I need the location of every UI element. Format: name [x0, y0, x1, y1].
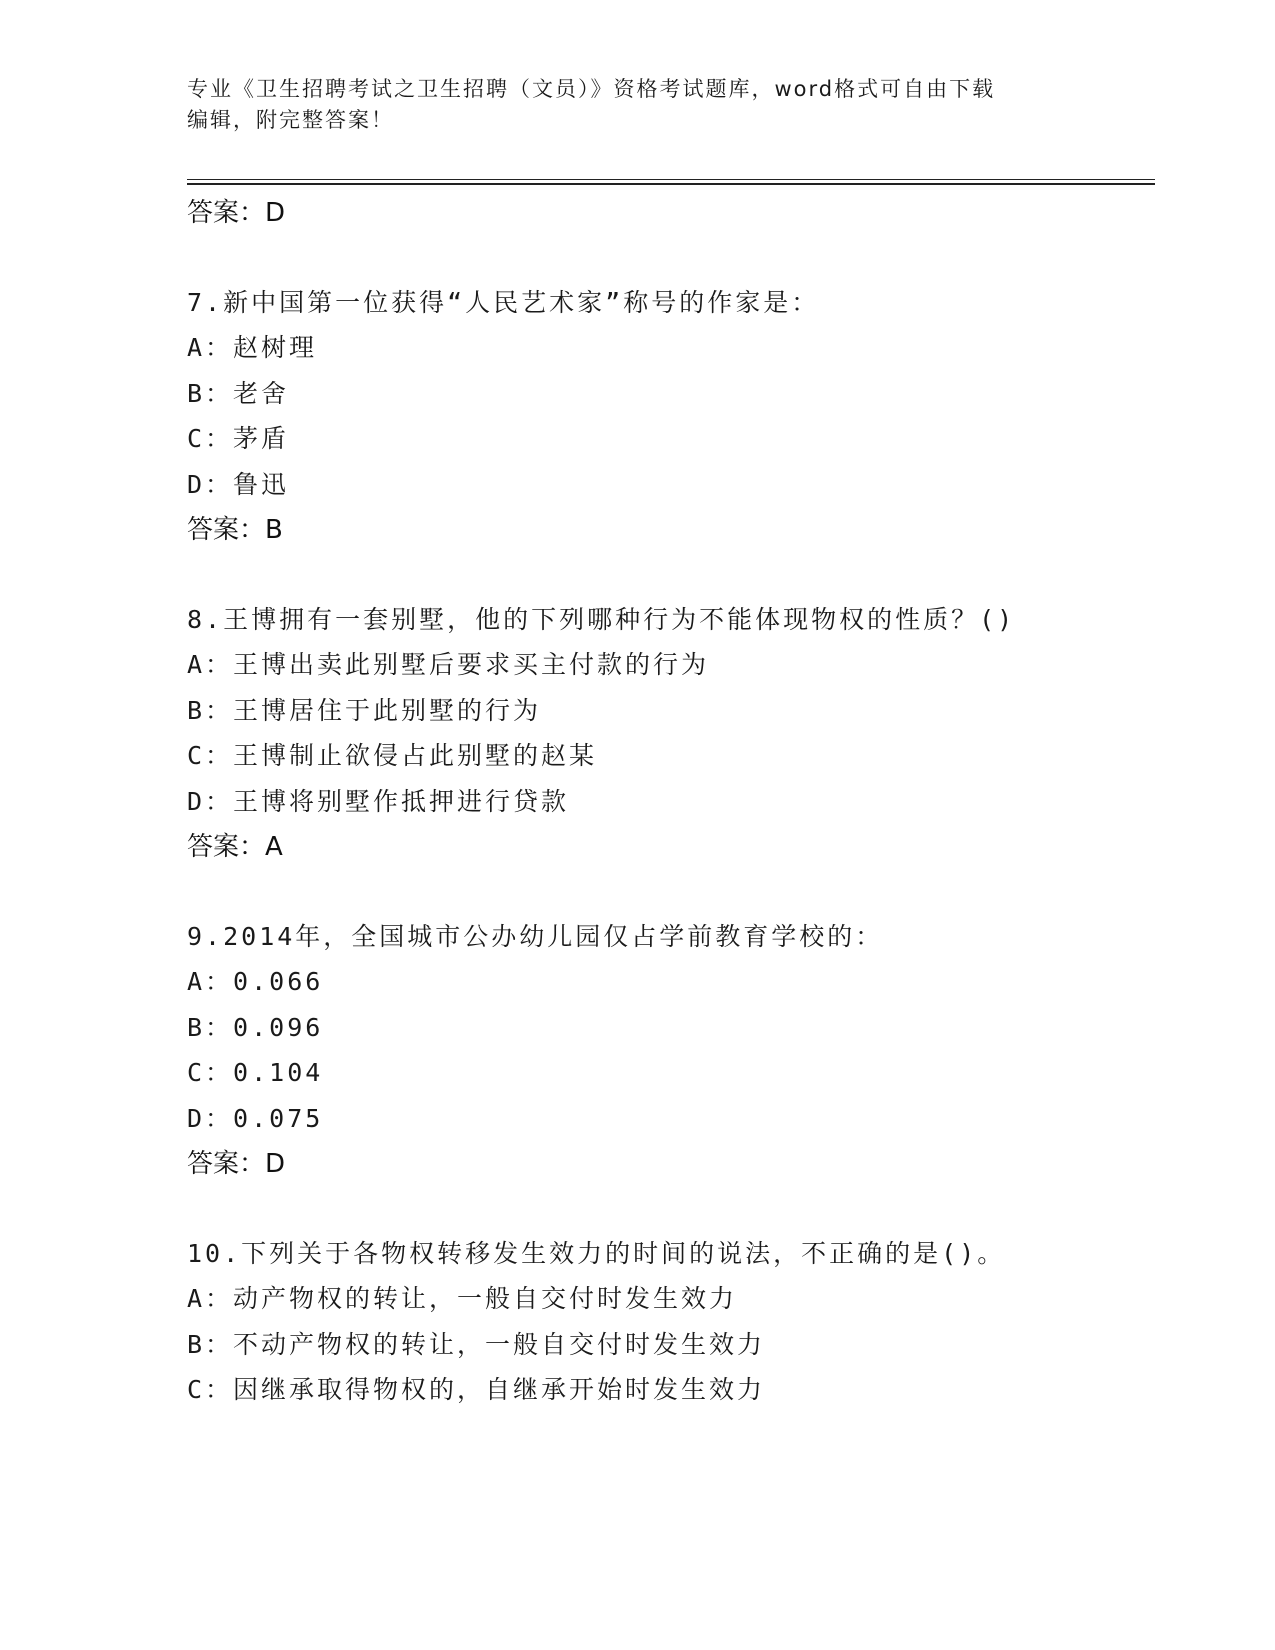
- question-list: [187, 190, 1147, 1413]
- spacer: [187, 236, 1147, 280]
- question-stem: 8.王博拥有一套别墅，他的下列哪种行为不能体现物权的性质？(): [187, 605, 1016, 634]
- option-c: C：王博制止欲侵占此别墅的赵某: [187, 741, 598, 770]
- header-line-2: 编辑，附完整答案！: [187, 108, 394, 132]
- option-d: D：王博将别墅作抵押进行贷款: [187, 786, 570, 816]
- header-line-1: 专业《卫生招聘考试之卫生招聘（文员）》资格考试题库，word格式可自由下载: [187, 77, 996, 101]
- question-stem: 10.下列关于各物权转移发生效力的时间的说法，不正确的是()。: [187, 1239, 1006, 1268]
- question-block: [187, 914, 1147, 1187]
- option-b: B：老舍: [187, 378, 290, 408]
- option-a: A：王博出卖此别墅后要求买主付款的行为: [187, 650, 710, 679]
- question-stem: 9.2014年，全国城市公办幼儿园仅占学前教育学校的：: [187, 922, 884, 951]
- question-answer: 答案：A: [187, 832, 283, 862]
- question-stem: 7.新中国第一位获得“人民艺术家”称号的作家是：: [187, 288, 820, 317]
- option-a: A：赵树理: [187, 333, 318, 362]
- question-block: [187, 1231, 1147, 1413]
- option-d: D：0.075: [187, 1103, 324, 1133]
- previous-answer: 答案：D: [187, 198, 286, 228]
- spacer: [187, 1187, 1147, 1231]
- option-a: A：0.066: [187, 967, 324, 996]
- spacer: [187, 553, 1147, 597]
- option-c: C：茅盾: [187, 424, 290, 453]
- question-answer: 答案：D: [187, 1149, 286, 1179]
- option-c: C：因继承取得物权的，自继承开始时发生效力: [187, 1375, 766, 1404]
- header-rule-thick: [187, 183, 1155, 185]
- question-block: [187, 597, 1147, 870]
- question-block: [187, 280, 1147, 553]
- header-rule-thin: [187, 179, 1155, 180]
- option-a: A：动产物权的转让，一般自交付时发生效力: [187, 1284, 738, 1313]
- option-b: B：王博居住于此别墅的行为: [187, 695, 542, 725]
- option-b: B：0.096: [187, 1012, 324, 1042]
- spacer: [187, 870, 1147, 914]
- option-d: D：鲁迅: [187, 469, 290, 499]
- option-c: C：0.104: [187, 1058, 324, 1087]
- question-answer: 答案：B: [187, 515, 283, 545]
- page-header: [187, 74, 1087, 136]
- option-b: B：不动产物权的转让，一般自交付时发生效力: [187, 1329, 766, 1359]
